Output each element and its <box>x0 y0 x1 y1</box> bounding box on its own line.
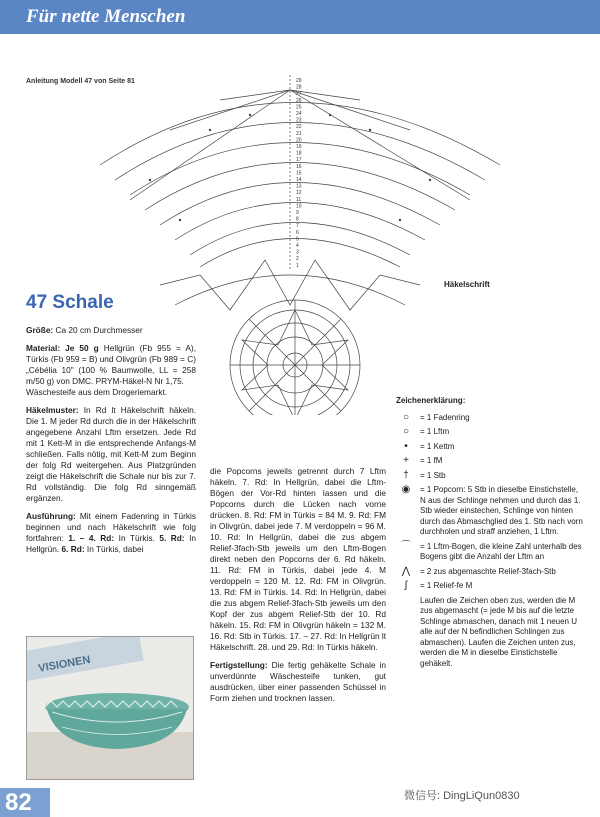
legend-item <box>396 456 586 467</box>
legend-note: Laufen die Zeichen oben zus, werden die M zus abgemascht (= jede M bis auf die letzte Schlinge abmaschen, danach mit 1 neuen U alle auf der N befindlichen Schlingen zus abmaschen). Laufen die Zeichen unten zus, werden die M in dieselbe Einstichstelle gehäkelt. <box>420 595 577 668</box>
chart-row-number: 19 <box>296 144 302 150</box>
round-5-text: In Hellgrün. <box>26 533 197 554</box>
chart-row-number: 3 <box>296 249 299 256</box>
chart-row-number: 15 <box>296 170 302 177</box>
chart-row-number: 4 <box>296 243 299 249</box>
instructions-column-2 <box>210 466 386 711</box>
chart-row-number: 20 <box>296 137 302 144</box>
chart-row-number: 25 <box>296 104 302 111</box>
size-text: Ca 20 cm Durchmesser <box>55 325 143 335</box>
relief-fm-icon: ʃ <box>404 580 408 591</box>
photo-sign-text: VISIONEN <box>37 653 92 675</box>
fadenring-icon: ○ <box>402 411 410 423</box>
chart-row-number: 28 <box>296 84 302 91</box>
chart-row-number: 17 <box>296 157 302 164</box>
chart-row-number: 24 <box>296 111 302 117</box>
legend-item <box>396 413 586 424</box>
legend-item <box>396 581 586 592</box>
legend-text: = 1 Kettm <box>420 441 455 451</box>
legend-item <box>396 442 586 453</box>
round-6-label: 6. Rd: <box>61 544 85 554</box>
stb-icon: † <box>403 469 409 481</box>
chart-row-number: 2 <box>296 256 299 263</box>
instruction-reference: Anleitung Modell 47 von Seite 81 <box>26 78 135 85</box>
page-number-box <box>0 788 50 817</box>
instructions-column-1 <box>26 325 196 562</box>
lftm-icon: ○ <box>402 426 410 437</box>
round-1-4-label: 1. – 4. Rd: <box>68 533 115 543</box>
popcorn-icon: ◉ <box>401 484 411 495</box>
ausfuehrung-label: Ausführung: <box>26 511 76 521</box>
legend-text: = 1 Stb <box>420 470 446 480</box>
chart-row-number: 6 <box>296 229 299 236</box>
legend-item <box>396 542 586 563</box>
chart-row-number: 7 <box>296 223 299 230</box>
chart-row-number: 21 <box>296 130 302 137</box>
chart-row-number: 29 <box>296 78 302 84</box>
bowl-illustration <box>27 637 193 779</box>
legend-item <box>396 471 586 482</box>
fertigstellung-text: Die fertig gehäkelte Schale in unverdünnte Wäschesteife tunken, gut ausdrücken, über einer passenden Schüssel in Form ziehen und trocknen lassen. <box>210 660 386 703</box>
material-text-2: Wäschesteife aus dem Drogeriemarkt. <box>26 387 168 397</box>
rounds-text: die Popcorns jeweils getrennt durch 7 Lftm häkeln. 7. Rd: In Hellgrün, dabei die Lftm-Bögen der Vor-Rd hinten lassen und die Popcorns durch die Lücken nach vorne drücken. 8. Rd: FM in Türkis = 84 M. 9. Rd: FM in Olivgrün, dabei jede 7. M verdoppeln = 96 M. 10. Rd: In Hellgrün, dabei die zus abgem Relief-3fach-Stb jeweils um den Lftm-Bogen direkt neben den Popcorns der 6. Rd häkeln. 11. Rd: FM in Türkis, dabei jede 4. M verdoppeln = 120 M. 12. Rd: FM in Olivgrün. 13. Rd: FM in Türkis. 14. Rd: In Hellgrün, dabei die zus abgem Relief-3fach-Stb jeweils um den Kopf der zus abgem Relief-Stb der 10. Rd häkeln. 15. Rd: FM in Olivgrün häkeln = 132 M. 16. Rd: Stb in Türkis. 17. – 27. Rd: In Hellgrün lt Häkelschrift. 28. und 29. Rd: In Türkis häkeln. <box>210 466 387 652</box>
chart-row-number: 14 <box>296 177 302 183</box>
lftm-bogen-icon: ⌒ <box>401 540 411 552</box>
legend-item <box>396 427 586 438</box>
chart-row-number: 10 <box>296 203 302 210</box>
ausfuehrung-text: Mit einem Fadenring in Türkis beginnen und nach Häkelschrift wie folg fortfahren: <box>26 511 196 543</box>
muster-text: In Rd lt Häkelschrift häkeln. Die 1. M jeder Rd durch die in der Häkelschrift angegebene Anzahl Lftm ersetzen. Jede Rd mit 1 Kett-M in die entsprechende Anfangs-M schließen. Falls nötig, mit Kett-M zum Beginn der folg Rd weitergehen. Aus Platzgründen zeigt die Häkelschrift die Schale nur bis zur 7. Rd vollständig. Die folg Rd sinngemäß ergänzen. <box>26 405 196 503</box>
legend-heading: Zeichenerklärung: <box>396 396 466 405</box>
legend-text: = 1 Lftm <box>420 427 450 436</box>
symbol-legend <box>396 396 586 669</box>
chart-row-number: 12 <box>296 190 302 197</box>
chart-row-number: 5 <box>296 236 299 243</box>
legend-text: = 1 Popcorn: 5 Stb in dieselbe Einstichstelle, N aus der Schlinge nehmen und durch das 1. Stb wieder einstechen, Schlinge von hinten durch das Abmaschglied des 1. Stb nach vorn durchholen und straff anziehen, 1 Lftm. <box>420 485 583 536</box>
page-header <box>0 0 600 34</box>
legend-text: = 1 Lftm-Bogen, die kleine Zahl unterhalb des Bogens gibt die Anzahl der Lftm an <box>420 541 582 561</box>
size-label: Größe: <box>26 325 54 335</box>
relief-3fach-stb-icon: ⋀ <box>401 565 411 577</box>
fm-icon: + <box>403 455 409 466</box>
chart-row-number: 11 <box>296 196 302 203</box>
material-amount: Je 50 g <box>65 343 99 353</box>
legend-text: = 1 Relief-fe M <box>420 581 473 590</box>
legend-text: = 1 Fadenring <box>420 412 470 422</box>
chart-row-number: 9 <box>296 210 299 216</box>
chart-row-number: 16 <box>296 163 302 170</box>
legend-item <box>396 485 586 538</box>
kettm-icon: • <box>404 440 408 452</box>
chart-label: Häkelschrift <box>444 280 490 289</box>
material-label: Material: <box>26 343 61 353</box>
chart-row-number: 22 <box>296 124 302 131</box>
chart-row-number: 23 <box>296 117 302 124</box>
fertigstellung-label: Fertigstellung: <box>210 660 268 670</box>
chart-row-number: 13 <box>296 183 302 190</box>
chart-row-number: 8 <box>296 216 299 223</box>
page-number: 82 <box>5 789 32 816</box>
round-5-label: 5. Rd: <box>159 533 185 543</box>
header-title: Für nette Menschen <box>26 6 186 27</box>
chart-row-number: 18 <box>296 150 302 157</box>
chart-row-number: 1 <box>296 262 299 269</box>
legend-text: = 2 zus abgemaschte Relief-3fach-Stb <box>420 566 556 576</box>
chart-row-number: 26 <box>296 97 302 104</box>
material-text: Hellgrün (Fb 955 = A), Türkis (Fb 959 = B) und Olivgrün (Fb 989 = C) „Cébélia 10" (100 % Baumwolle, LL = 258 m/50 g) von DMC. PRYM-Häkel-N Nr 1,75. <box>26 343 196 386</box>
pattern-title: 47 Schale <box>26 292 114 313</box>
round-1-4-text: In Türkis. <box>118 533 155 543</box>
legend-text: = 1 fM <box>420 456 443 465</box>
legend-item <box>396 567 586 578</box>
watermark-text: 微信号: DingLiQun0830 <box>404 790 520 802</box>
round-6-text: In Türkis, dabei <box>86 544 144 554</box>
muster-label: Häkelmuster: <box>26 405 79 415</box>
bowl-photo <box>26 636 194 780</box>
chart-row-number: 27 <box>296 91 302 98</box>
